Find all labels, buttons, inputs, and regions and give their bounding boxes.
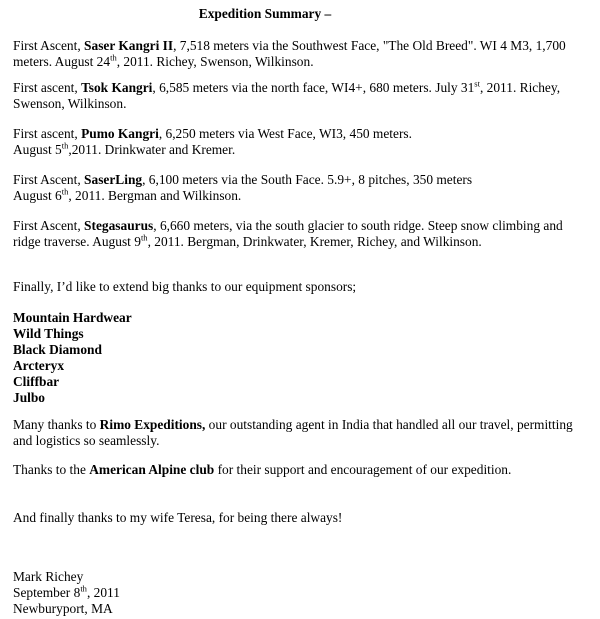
ascent-detail: , 2011. Richey, Swenson, Wilkinson. (116, 54, 314, 69)
peak-name: Stegasaurus (84, 218, 154, 233)
ascent-paragraph-saserling (13, 172, 573, 204)
ascent-prefix: First ascent, (13, 126, 82, 141)
ascent-prefix: First Ascent, (13, 172, 85, 187)
ordinal-suffix: th (80, 583, 87, 594)
sponsor-item: Black Diamond (13, 342, 102, 357)
ascent-detail: ,2011. Drinkwater and Kremer. (68, 142, 236, 157)
sponsor-item: Wild Things (13, 326, 84, 341)
rimo-name: Rimo Expeditions, (99, 417, 206, 432)
sponsors-intro: Finally, I’d like to extend big thanks to our equipment sponsors; (13, 279, 357, 294)
ascent-prefix: First ascent, (13, 80, 82, 95)
peak-name: Saser Kangri II (84, 38, 174, 53)
ascent-paragraph-tsok-kangri (13, 80, 573, 112)
ascent-detail: , 6,250 meters via West Face, WI3, 450 meters. (158, 126, 412, 141)
ascent-prefix: First Ascent, (13, 38, 85, 53)
ascent-detail: ridge traverse. August 9 (13, 234, 141, 249)
ordinal-suffix: th (61, 186, 69, 197)
ascent-paragraph-pumo-kangri (13, 126, 573, 158)
rimo-detail: our outstanding agent in India that handled all our travel, permitting (205, 417, 573, 432)
ascent-detail: , 2011. Richey, (479, 80, 561, 95)
alpine-club-thanks (13, 462, 573, 478)
ascent-detail: Swenson, Wilkinson. (13, 96, 127, 111)
peak-name: Pumo Kangri (81, 126, 159, 141)
rimo-thanks-paragraph (13, 417, 573, 449)
alpine-club-name: American Alpine club (89, 462, 215, 477)
signature-date: September 8th, 2011 (13, 583, 120, 600)
ascent-detail: , 2011. Bergman, Drinkwater, Kremer, Richey, and Wilkinson. (147, 234, 482, 249)
ascent-detail: meters. August 24 (13, 54, 111, 69)
ordinal-suffix: th (140, 232, 148, 243)
sponsor-list (13, 310, 573, 406)
ascent-detail: , 2011. Bergman and Wilkinson. (68, 188, 242, 203)
ascent-paragraph-stegasaurus (13, 218, 573, 250)
ascent-detail: , 6,100 meters via the South Face. 5.9+, 8 pitches, 350 meters (142, 172, 473, 187)
signature-block (13, 569, 573, 617)
sponsor-item: Julbo (13, 390, 46, 405)
ascent-detail: August 6 (13, 188, 62, 203)
rimo-prefix: Many thanks to (13, 417, 100, 432)
sponsor-item: Cliffbar (13, 374, 60, 389)
page-title: Expedition Summary – (198, 6, 332, 21)
author-name: Mark Richey (13, 569, 84, 584)
ascent-detail: August 5 (13, 142, 62, 157)
ascent-detail: , 6,585 meters via the north face, WI4+, 680 meters. July 31 (152, 80, 475, 95)
ordinal-suffix: st (474, 78, 480, 89)
sponsor-item: Mountain Hardwear (13, 310, 132, 325)
sponsor-item: Arcteryx (13, 358, 65, 373)
ordinal-suffix: th (61, 140, 69, 151)
peak-name: Tsok Kangri (81, 80, 153, 95)
wife-thanks: And finally thanks to my wife Teresa, for being there always! (13, 510, 343, 525)
alpine-prefix: Thanks to the (13, 462, 90, 477)
signature-place: Newburyport, MA (13, 601, 113, 616)
peak-name: SaserLing (84, 172, 143, 187)
ordinal-suffix: th (110, 52, 117, 63)
alpine-suffix: for their support and encouragement of our expedition. (214, 462, 512, 477)
ascent-detail: , 7,518 meters via the Southwest Face, "The Old Breed". WI 4 M3, 1,700 (173, 38, 566, 53)
rimo-detail: and logistics so seamlessly. (13, 433, 160, 448)
ascent-detail: , 6,660 meters, via the south glacier to south ridge. Steep snow climbing and (153, 218, 563, 233)
ascent-prefix: First Ascent, (13, 218, 85, 233)
ascent-paragraph-saser-kangri-ii (13, 38, 573, 70)
